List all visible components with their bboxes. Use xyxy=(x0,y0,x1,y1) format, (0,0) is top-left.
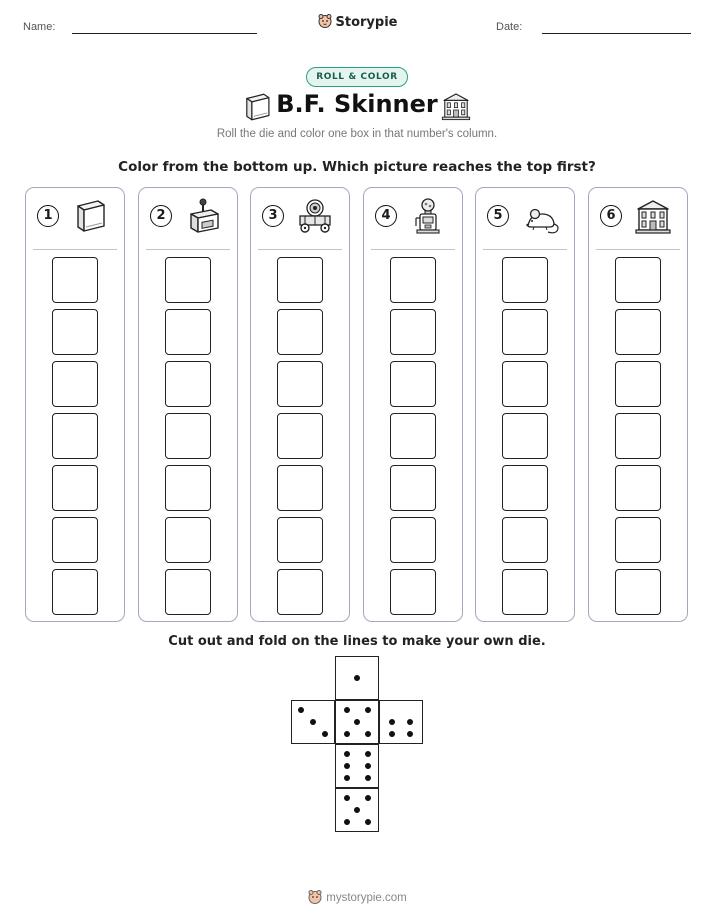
color-box[interactable] xyxy=(165,309,211,355)
color-box[interactable] xyxy=(502,257,548,303)
subtitle: Roll the die and color one box in that number's column. xyxy=(216,128,498,140)
column-divider xyxy=(371,249,455,250)
die-face-6 xyxy=(335,744,379,788)
date-line[interactable] xyxy=(542,33,691,34)
color-box[interactable] xyxy=(390,517,436,563)
color-box[interactable] xyxy=(52,257,98,303)
footer xyxy=(0,889,714,908)
color-box[interactable] xyxy=(390,465,436,511)
column-number: 4 xyxy=(375,205,397,227)
die-pip xyxy=(344,795,350,801)
die-pip xyxy=(365,731,371,737)
color-box[interactable] xyxy=(52,309,98,355)
cut-instruction: Cut out and fold on the lines to make your own die. xyxy=(168,634,546,649)
die-pip xyxy=(365,819,371,825)
color-box[interactable] xyxy=(502,465,548,511)
column-divider xyxy=(146,249,230,250)
column-4 xyxy=(363,187,463,622)
color-box[interactable] xyxy=(502,309,548,355)
die-pip xyxy=(310,719,316,725)
die-face-5 xyxy=(335,700,379,744)
die-pip xyxy=(389,731,395,737)
color-box[interactable] xyxy=(390,413,436,459)
column-5 xyxy=(475,187,575,622)
color-box[interactable] xyxy=(502,517,548,563)
building-icon xyxy=(633,196,673,236)
color-box[interactable] xyxy=(502,361,548,407)
die-pip xyxy=(344,751,350,757)
color-box[interactable] xyxy=(277,309,323,355)
color-box[interactable] xyxy=(277,413,323,459)
column-number: 1 xyxy=(37,205,59,227)
color-box[interactable] xyxy=(277,569,323,615)
die-pip xyxy=(365,751,371,757)
color-box[interactable] xyxy=(615,361,661,407)
die-pip xyxy=(322,731,328,737)
column-divider xyxy=(33,249,117,250)
color-box[interactable] xyxy=(52,569,98,615)
die-pip xyxy=(365,763,371,769)
color-box[interactable] xyxy=(390,257,436,303)
color-box[interactable] xyxy=(165,517,211,563)
die-face-5 xyxy=(335,788,379,832)
date-label: Date: xyxy=(496,21,523,33)
die-pip xyxy=(389,719,395,725)
color-box[interactable] xyxy=(165,413,211,459)
color-box[interactable] xyxy=(615,465,661,511)
color-box[interactable] xyxy=(390,309,436,355)
book-icon xyxy=(70,196,110,236)
column-number: 2 xyxy=(150,205,172,227)
die-pip xyxy=(365,707,371,713)
color-box[interactable] xyxy=(165,361,211,407)
page-title: B.F. Skinner xyxy=(276,90,438,118)
column-3 xyxy=(250,187,350,622)
column-1 xyxy=(25,187,125,622)
activity-badge: ROLL & COLOR xyxy=(306,67,408,87)
color-box[interactable] xyxy=(615,309,661,355)
name-line[interactable] xyxy=(72,33,257,34)
column-divider xyxy=(258,249,342,250)
die-pip xyxy=(344,707,350,713)
die-pip xyxy=(354,807,360,813)
instruction: Color from the bottom up. Which picture reaches the top first? xyxy=(118,159,596,175)
column-number: 5 xyxy=(487,205,509,227)
footer-url[interactable]: mystorypie.com xyxy=(326,892,407,904)
die-face-1 xyxy=(335,656,379,700)
die-pip xyxy=(407,731,413,737)
lever-box-icon xyxy=(183,196,223,236)
die-pip xyxy=(365,775,371,781)
color-box[interactable] xyxy=(615,569,661,615)
color-box[interactable] xyxy=(502,413,548,459)
food-dispenser-icon xyxy=(408,196,448,236)
die-pip xyxy=(344,819,350,825)
storypie-logo-icon xyxy=(307,889,323,908)
storypie-logo-icon xyxy=(317,13,333,33)
die-pip xyxy=(407,719,413,725)
color-box[interactable] xyxy=(52,517,98,563)
column-divider xyxy=(483,249,567,250)
color-box[interactable] xyxy=(615,257,661,303)
color-box[interactable] xyxy=(52,361,98,407)
color-box[interactable] xyxy=(615,517,661,563)
die-pip xyxy=(354,675,360,681)
brand-name: Storypie xyxy=(335,15,398,30)
die-pip xyxy=(344,775,350,781)
die-pip xyxy=(354,719,360,725)
name-label: Name: xyxy=(23,21,56,33)
color-box[interactable] xyxy=(52,413,98,459)
brand xyxy=(0,13,714,33)
color-box[interactable] xyxy=(390,569,436,615)
color-box[interactable] xyxy=(165,465,211,511)
color-box[interactable] xyxy=(502,569,548,615)
die-face-4 xyxy=(379,700,423,744)
column-number: 6 xyxy=(600,205,622,227)
color-box[interactable] xyxy=(277,465,323,511)
color-box[interactable] xyxy=(52,465,98,511)
die-pip xyxy=(344,763,350,769)
die-face-3 xyxy=(291,700,335,744)
target-cart-icon xyxy=(295,196,335,236)
column-6 xyxy=(588,187,688,622)
column-2 xyxy=(138,187,238,622)
column-divider xyxy=(596,249,680,250)
color-box[interactable] xyxy=(390,361,436,407)
die-pip xyxy=(344,731,350,737)
color-box[interactable] xyxy=(165,569,211,615)
mouse-icon xyxy=(520,196,560,236)
die-pip xyxy=(365,795,371,801)
column-number: 3 xyxy=(262,205,284,227)
color-box[interactable] xyxy=(277,517,323,563)
color-box[interactable] xyxy=(277,361,323,407)
building-icon xyxy=(440,90,472,122)
color-box[interactable] xyxy=(615,413,661,459)
color-box[interactable] xyxy=(165,257,211,303)
color-box[interactable] xyxy=(277,257,323,303)
die-pip xyxy=(298,707,304,713)
